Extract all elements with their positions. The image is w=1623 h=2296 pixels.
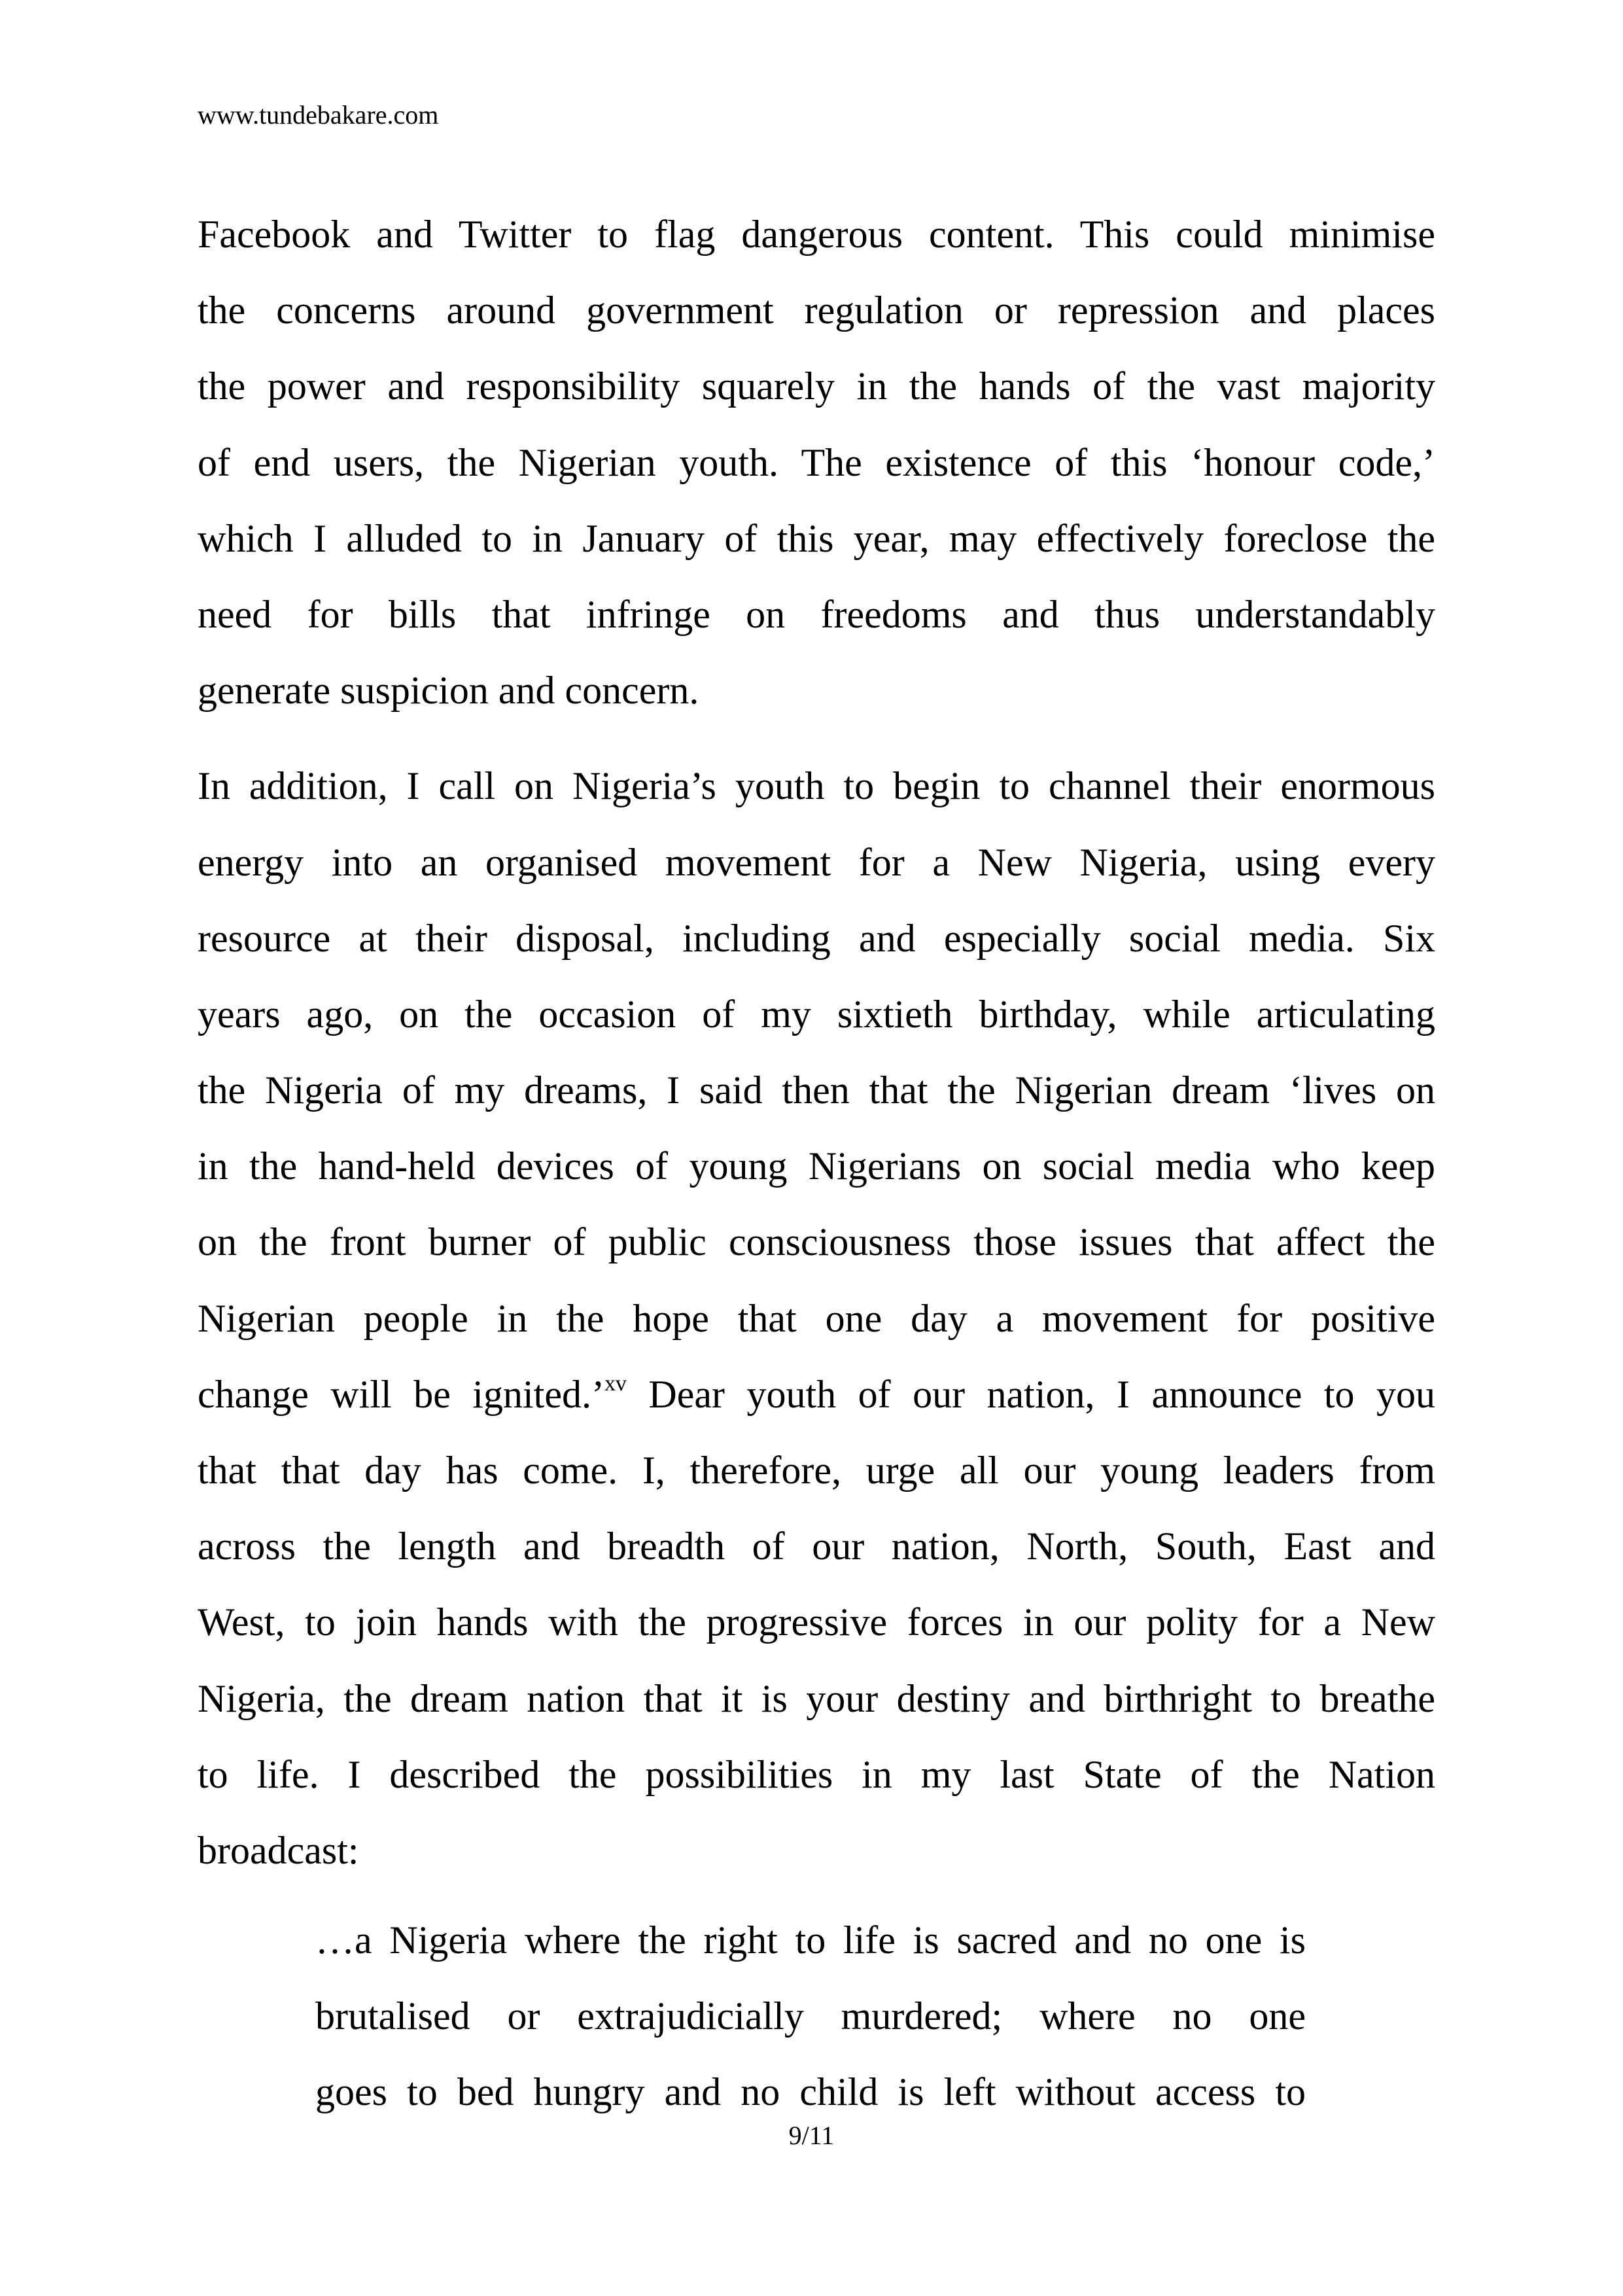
text-line: energy into an organised movement for a New Nigeria, using every <box>198 840 1435 884</box>
page-header-website: www.tundebakare.com <box>198 100 439 130</box>
text-line: need for bills that infringe on freedoms and thus understandably <box>198 592 1435 636</box>
text-line: Nigerian people in the hope that one day a movement for positive <box>198 1296 1435 1340</box>
quote-line: brutalised or extrajudicially murdered; where no one <box>315 1994 1306 2038</box>
quote-line: …a Nigeria where the right to life is sacred and no one is <box>315 1918 1306 1962</box>
text-line: that that day has come. I, therefore, urge all our young leaders from <box>198 1449 1435 1492</box>
text-segment: change will be ignited.’ <box>198 1372 604 1416</box>
quote-line: goes to bed hungry and no child is left without access to <box>315 2070 1306 2114</box>
block-quote <box>315 1902 1306 2130</box>
footnote-reference[interactable]: xv <box>604 1371 627 1396</box>
paragraph-2 <box>198 748 1435 1888</box>
text-line: the Nigeria of my dreams, I said then that the Nigerian dream ‘lives on <box>198 1069 1435 1112</box>
text-line: to life. I described the possibilities in my last State of the Nation <box>198 1752 1435 1796</box>
text-segment: Dear youth of our nation, I announce to you <box>626 1372 1435 1416</box>
paragraph-1 <box>198 196 1435 728</box>
text-line: which I alluded to in January of this year, may effectively foreclose the <box>198 516 1435 560</box>
text-line: of end users, the Nigerian youth. The existence of this ‘honour code,’ <box>198 440 1435 484</box>
text-line: generate suspicion and concern. <box>198 669 699 713</box>
text-line: in the hand-held devices of young Nigerians on social media who keep <box>198 1144 1435 1188</box>
text-line: the concerns around government regulation or repression and places <box>198 289 1435 332</box>
body-text <box>198 196 1435 1908</box>
text-line: the power and responsibility squarely in the hands of the vast majority <box>198 364 1435 408</box>
text-line: on the front burner of public consciousness those issues that affect the <box>198 1220 1435 1264</box>
text-line: years ago, on the occasion of my sixtieth birthday, while articulating <box>198 992 1435 1036</box>
page-number: 9/11 <box>788 2121 835 2150</box>
text-line: In addition, I call on Nigeria’s youth to begin to channel their enormous <box>198 764 1435 808</box>
text-line: Nigeria, the dream nation that it is your destiny and birthright to breathe <box>198 1676 1435 1720</box>
text-line: resource at their disposal, including and especially social media. Six <box>198 916 1435 960</box>
text-line: Facebook and Twitter to flag dangerous content. This could minimise <box>198 213 1435 256</box>
text-line-with-footnote <box>198 1356 1435 1432</box>
text-line: broadcast: <box>198 1828 359 1872</box>
text-line: across the length and breadth of our nation, North, South, East and <box>198 1525 1435 1568</box>
text-line: West, to join hands with the progressive forces in our polity for a New <box>198 1600 1435 1644</box>
